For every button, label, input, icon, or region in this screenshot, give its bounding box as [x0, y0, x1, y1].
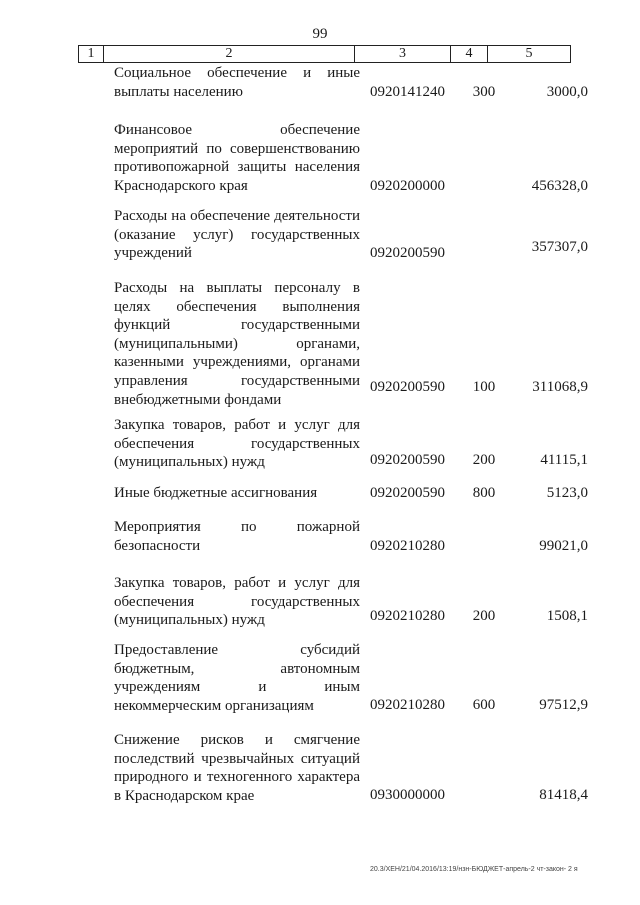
column-header-2: 2	[104, 46, 355, 63]
row-target-code: 0920200590	[370, 452, 445, 468]
row-description: Снижение рисков и смягчение последствий чрезвычайных ситуаций природного и техногенного характера в Краснодарском крае	[114, 732, 360, 804]
row-description: Социальное обеспечение и иные выплаты населению	[114, 65, 360, 100]
row-description: Финансовое обеспечение мероприятий по совершенствованию противопожарной защиты населения Краснодарского края	[114, 122, 360, 194]
row-amount: 456328,0	[531, 177, 588, 194]
row-expense-type: 800	[472, 485, 496, 501]
row-description: Мероприятия по пожарной безопасности	[114, 519, 360, 554]
row-expense-type: 200	[472, 452, 496, 468]
column-header-3: 3	[355, 46, 451, 63]
page-number: 99	[312, 26, 328, 42]
row-description: Закупка товаров, работ и услуг для обеспечения государственных (муниципальных) нужд	[114, 417, 360, 471]
row-target-code: 0920200590	[370, 485, 445, 501]
row-amount: 41115,1	[540, 452, 588, 468]
row-description: Закупка товаров, работ и услуг для обеспечения государственных (муниципальных) нужд	[114, 575, 360, 629]
row-amount: 5123,0	[546, 485, 588, 501]
row-amount: 99021,0	[539, 537, 588, 554]
row-amount: 3000,0	[546, 83, 588, 100]
column-header-5: 5	[488, 46, 571, 63]
document-footer-reference: 20.3/ХЕН/21/04.2016/13:19/нзн-БЮДЖЕТ-апрель-2 чт-закон- 2 я	[370, 866, 578, 873]
row-target-code: 0920210280	[370, 537, 445, 554]
column-header-4: 4	[451, 46, 488, 63]
row-target-code: 0920200590	[370, 379, 445, 395]
row-description: Предоставление субсидий бюджетным, автономным учреждениям и иным некоммерческим организациям	[114, 642, 360, 714]
row-target-code: 0920210280	[370, 608, 445, 624]
row-target-code: 0930000000	[370, 787, 445, 803]
row-target-code: 0920200000	[370, 177, 445, 194]
row-target-code: 0920141240	[370, 83, 445, 100]
row-description: Расходы на обеспечение деятельности (оказание услуг) государственных учреждений	[114, 208, 360, 262]
row-expense-type: 100	[472, 379, 496, 395]
row-target-code: 0920200590	[370, 245, 445, 262]
column-header-1: 1	[79, 46, 104, 63]
row-expense-type: 300	[472, 83, 496, 100]
row-expense-type: 600	[472, 697, 496, 713]
row-target-code: 0920210280	[370, 697, 445, 713]
row-amount: 357307,0	[531, 239, 588, 255]
row-amount: 81418,4	[539, 787, 588, 803]
row-description: Расходы на выплаты персоналу в целях обеспечения выполнения функций государственными (муниципальными) органами, казенными учреждениями, органами управления государственными внебюджетными фондами	[114, 280, 360, 408]
row-description: Иные бюджетные ассигнования	[114, 485, 318, 501]
row-amount: 97512,9	[539, 697, 588, 713]
row-amount: 1508,1	[546, 608, 588, 624]
row-amount: 311068,9	[532, 379, 588, 395]
row-expense-type: 200	[472, 608, 496, 624]
